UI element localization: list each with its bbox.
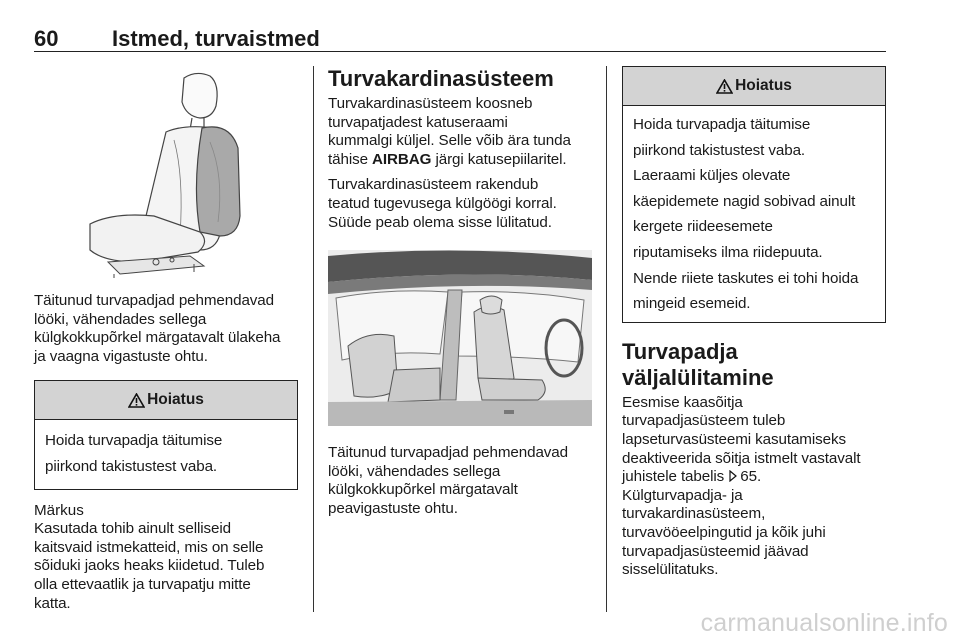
paragraph-line: Turvakardinasüsteem rakendub — [328, 176, 539, 194]
note-line: kaitsvaid istmekatteid, mis on selle — [34, 538, 264, 556]
caption-line: külgkokkupõrkel märgatavalt — [328, 481, 518, 499]
paragraph-line: turvapatjadest katuseraami — [328, 113, 508, 131]
paragraph-line: turvavööeelpingutid ja kõik juhi — [622, 523, 826, 541]
page-reference-arrow-icon — [728, 470, 738, 482]
warning-line: Hoida turvapadja täitumise — [633, 116, 811, 133]
text-fragment: juhistele tabelis — [622, 468, 729, 486]
paragraph-line: deaktiveerida sõitja istmelt vastavalt — [622, 449, 861, 467]
note-line: katta. — [34, 594, 71, 612]
paragraph-line: turvapadjasüsteem tuleb — [622, 412, 786, 430]
paragraph-line: Turvakardinasüsteem koosneb — [328, 95, 533, 112]
warning-header — [623, 67, 885, 106]
warning-line: käepidemete nagid sobivad ainult — [633, 192, 856, 210]
caption-line: lööki, vähendades sellega — [34, 310, 207, 328]
warning-line: piirkond takistustest vaba. — [633, 141, 806, 159]
warning-triangle-icon — [128, 393, 145, 408]
warning-title: Hoiatus — [147, 391, 204, 409]
paragraph-line: turvakardinasüsteem, — [622, 505, 766, 523]
watermark: carmanualsonline.info — [700, 609, 948, 637]
page-reference-link[interactable]: 65. — [740, 468, 762, 486]
column-divider-2 — [606, 66, 607, 612]
warning-box — [622, 66, 886, 323]
note-block — [34, 502, 298, 614]
caption-line: peavigastuste ohtu. — [328, 499, 458, 517]
warning-line: kergete riideesemete — [633, 218, 773, 236]
caption-line: ja vaagna vigastuste ohtu. — [34, 347, 208, 365]
curtain-airbag-illustration — [328, 250, 592, 426]
paragraph-line: kummalgi küljel. Selle võib ära tunda — [328, 132, 571, 150]
paragraph-line: Külgturvapadja- ja — [622, 486, 743, 504]
paragraph-line: Süüde peab olema sisse lülitatud. — [328, 213, 552, 231]
section-heading-curtain-airbag: Turvakardinasüsteem — [328, 66, 554, 91]
warning-line: riputamiseks ilma riidepuuta. — [633, 243, 823, 261]
text-fragment: järgi katusepiilaritel. — [431, 150, 567, 168]
warning-line: piirkond takistustest vaba. — [45, 457, 218, 475]
warning-box — [34, 380, 298, 489]
paragraph-line — [328, 151, 592, 170]
paragraph-line: sisselülitatuks. — [622, 561, 719, 579]
note-title: Märkus — [34, 501, 84, 519]
warning-title: Hoiatus — [735, 77, 792, 94]
paragraph-line — [622, 468, 886, 487]
airbag-label: AIRBAG — [372, 150, 432, 168]
caption-line: lööki, vähendades sellega — [328, 462, 501, 480]
column-2 — [328, 66, 592, 519]
note-line: Kasutada tohib ainult selliseid — [34, 520, 232, 538]
warning-line: Nende riiete taskutes ei tohi hoida — [633, 269, 859, 287]
warning-header — [35, 381, 297, 420]
header-rule — [34, 51, 886, 52]
column-divider-1 — [313, 66, 314, 612]
warning-line: Hoida turvapadja täitumise — [45, 432, 223, 450]
page-header — [34, 26, 886, 54]
seat-airbag-illustration — [34, 66, 298, 278]
paragraph-line: Eesmise kaasõitja — [622, 393, 743, 411]
note-line: sõiduki jaoks heaks kiidetud. Tuleb — [34, 557, 265, 575]
column-3 — [622, 66, 886, 580]
paragraph-line: teatud tugevusega külgöögi korral. — [328, 194, 557, 212]
column-1 — [34, 66, 298, 613]
warning-line: mingeid esemeid. — [633, 295, 751, 313]
caption-line: Täitunud turvapadjad pehmendavad — [328, 444, 568, 462]
text-fragment: tähise — [328, 150, 373, 168]
page-title: Istmed, turvaistmed — [112, 26, 320, 51]
warning-line: Laeraami küljes olevate — [633, 167, 791, 185]
paragraph-line: turvapadjasüsteemid jäävad — [622, 542, 809, 560]
caption-line: külgkokkupõrkel märgatavalt ülakeha — [34, 329, 281, 347]
section-heading-airbag-deactivation: Turvapadja väljalülitamine — [622, 338, 774, 390]
page-number: 60 — [34, 26, 59, 51]
paragraph-line: lapseturvasüsteemi kasutamiseks — [622, 430, 846, 448]
caption-line: Täitunud turvapadjad pehmendavad — [34, 292, 274, 309]
note-line: olla ettevaatlik ja turvapatju mitte — [34, 575, 251, 593]
warning-triangle-icon — [716, 79, 733, 94]
